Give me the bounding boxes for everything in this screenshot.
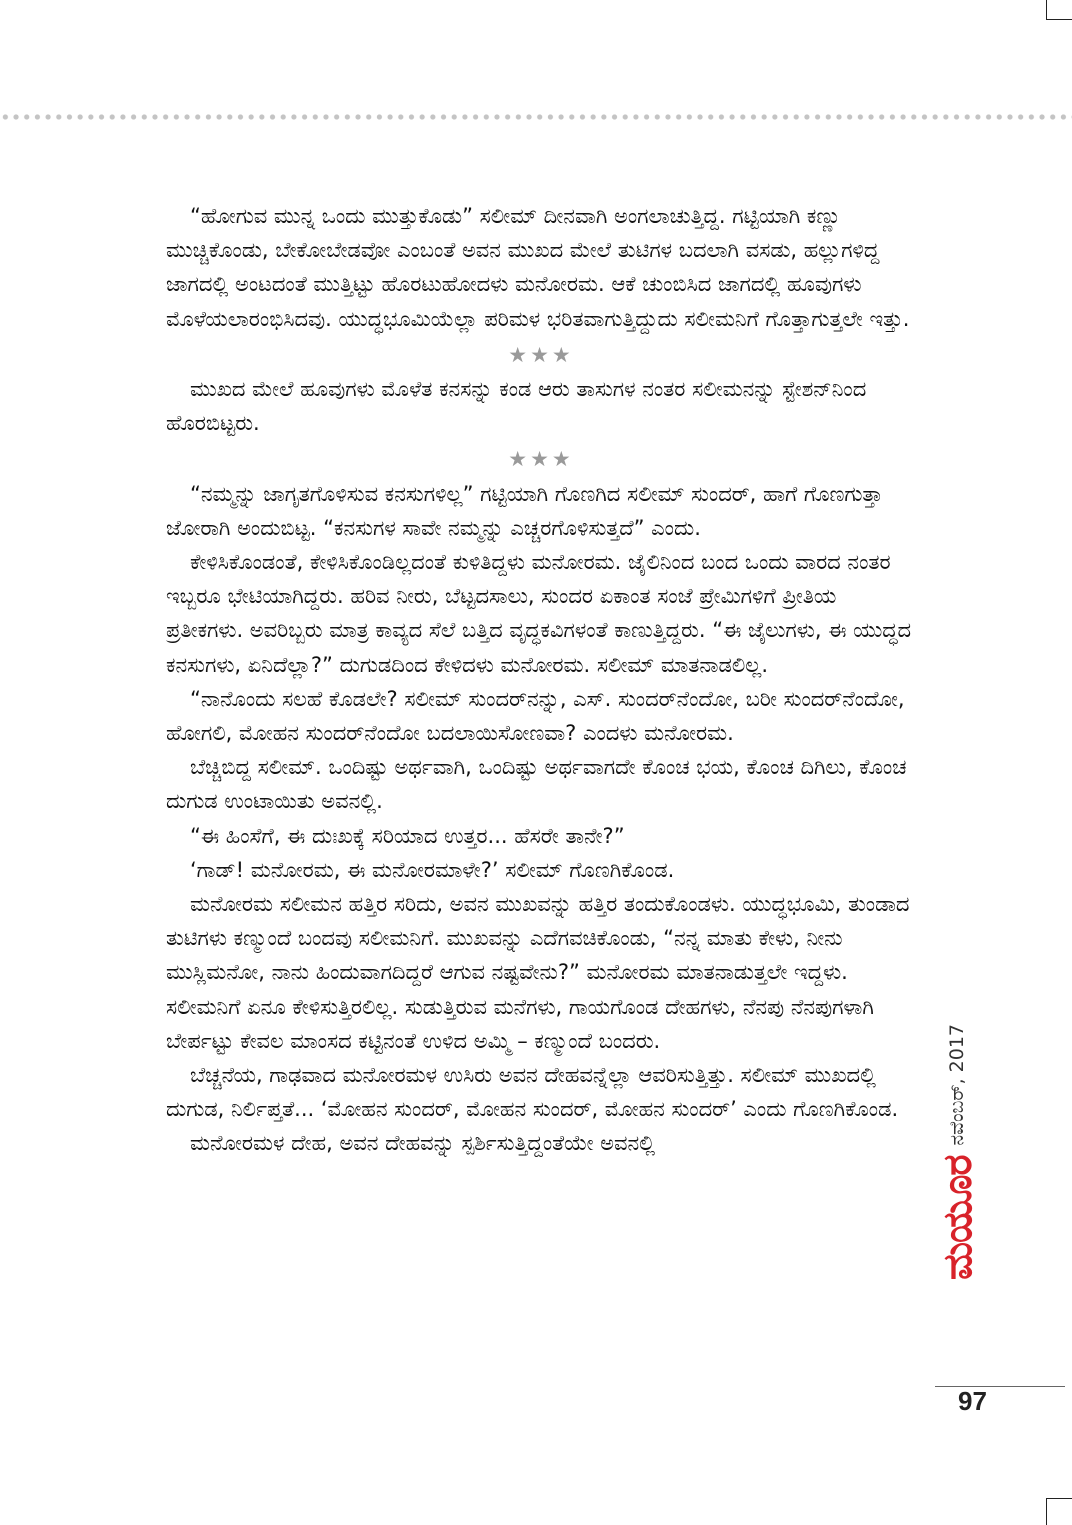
paragraph: ಮುಖದ ಮೇಲೆ ಹೂವುಗಳು ಮೊಳೆತ ಕನಸನ್ನು ಕಂಡ ಆರು ತಾಸುಗಳ ನಂತರ ಸಲೀಮನನ್ನು ಸ್ಟೇಶನ್‌ನಿಂದ ಹೊರಬಿಟ್ಟರು. [166, 377, 867, 436]
crop-mark-top [1046, 0, 1072, 20]
paragraph: “ಹೋಗುವ ಮುನ್ನ ಒಂದು ಮುತ್ತುಕೊಡು” ಸಲೀಮ್ ದೀನವಾಗಿ ಅಂಗಲಾಚುತ್ತಿದ್ದ. ಗಟ್ಟಿಯಾಗಿ ಕಣ್ಣು ಮುಚ್ಚಿಕೊಂಡು, ಬೇಕೋಬೇಡವೋ ಎಂಬಂತೆ ಅವನ ಮುಖದ ಮೇಲೆ ತುಟಿಗಳ ಬದಲಾಗಿ ವಸಡು, ಹಲ್ಲುಗಳಿದ್ದ ಜಾಗದಲ್ಲಿ ಅಂಟದಂತೆ ಮುತ್ತಿಟ್ಟು ಹೊರಟುಹೋದಳು ಮನೋರಮ. ಆಕೆ ಚುಂಬಿಸಿದ ಜಾಗದಲ್ಲಿ ಹೂವುಗಳು ಮೊಳೆಯಲಾರಂಭಿಸಿದವು. ಯುದ್ಧಭೂಮಿಯೆಲ್ಲಾ ಪರಿಮಳ ಭರಿತವಾಗುತ್ತಿದ್ದುದು ಸಲೀಮನಿಗೆ ಗೊತ್ತಾಗುತ್ತಲೇ ಇತ್ತು. [166, 204, 910, 331]
paragraph: ಮನೋರಮಳ ದೇಹ, ಅವನ ದೇಹವನ್ನು ಸ್ಪರ್ಶಿಸುತ್ತಿದ್ದಂತೆಯೇ ಅವನಲ್ಲಿ [190, 1131, 656, 1156]
paragraph: ಮನೋರಮ ಸಲೀಮನ ಹತ್ತಿರ ಸರಿದು, ಅವನ ಮುಖವನ್ನು ಹತ್ತಿರ ತಂದುಕೊಂಡಳು. ಯುದ್ಧಭೂಮಿ, ತುಂಡಾದ ತುಟಿಗಳು ಕಣ್ಮುಂದೆ ಬಂದವು ಸಲೀಮನಿಗೆ. ಮುಖವನ್ನು ಎದೆಗವಚಿಕೊಂಡು, “ನನ್ನ ಮಾತು ಕೇಳು, ನೀನು ಮುಸ್ಲಿಮನೋ, ನಾನು ಹಿಂದುವಾಗದಿದ್ದರೆ ಆಗುವ ನಷ್ಟವೇನು?” ಮನೋರಮ ಮಾತನಾಡುತ್ತಲೇ ಇದ್ದಳು. ಸಲೀಮನಿಗೆ ಏನೂ ಕೇಳಿಸುತ್ತಿರಲಿಲ್ಲ. ಸುಡುತ್ತಿರುವ ಮನೆಗಳು, ಗಾಯಗೊಂಡ ದೇಹಗಳು, ನೆನಪು ನೆನಪುಗಳಾಗಿ ಬೇರ್ಪಟ್ಟು ಕೇವಲ ಮಾಂಸದ ಕಟ್ಟಿನಂತೆ ಉಳಿದ ಅಮ್ಮಿ – ಕಣ್ಮುಂದೆ ಬಂದರು. [166, 892, 910, 1053]
crop-mark-bottom [1046, 1498, 1072, 1525]
section-break-stars: ★★★ [508, 342, 574, 367]
dotted-divider [0, 113, 1072, 121]
page-number-rule [935, 1386, 1065, 1387]
paragraph: ಬೆಚ್ಚನೆಯ, ಗಾಢವಾದ ಮನೋರಮಳ ಉಸಿರು ಅವನ ದೇಹವನ್ನೆಲ್ಲಾ ಆವರಿಸುತ್ತಿತ್ತು. ಸಲೀಮ್ ಮುಖದಲ್ಲಿ ದುಗುಡ, ನಿರ್ಲಿಪ್ತತೆ... ‘ಮೋಹನ ಸುಂದರ್, ಮೋಹನ ಸುಂದರ್, ಮೋಹನ ಸುಂದರ್’ ಎಂದು ಗೊಣಗಿಕೊಂಡ. [166, 1063, 899, 1122]
paragraph: “ನಾನೊಂದು ಸಲಹೆ ಕೊಡಲೇ? ಸಲೀಮ್ ಸುಂದರ್‌ನನ್ನು, ಎಸ್. ಸುಂದರ್‌ನೆಂದೋ, ಬರೀ ಸುಂದರ್‌ನೆಂದೋ, ಹೋಗಲಿ, ಮೋಹನ ಸುಂದರ್‌ನೆಂದೋ ಬದಲಾಯಿಸೋಣವಾ? ಎಂದಳು ಮನೋರಮ. [166, 686, 905, 746]
paragraph: ಬೆಚ್ಚಿಬಿದ್ದ ಸಲೀಮ್. ಒಂದಿಷ್ಟು ಅರ್ಥವಾಗಿ, ಒಂದಿಷ್ಟು ಅರ್ಥವಾಗದೇ ಕೊಂಚ ಭಯ, ಕೊಂಚ ದಿಗಿಲು, ಕೊಂಚ ದುಗುಡ ಉಂಟಾಯಿತು ಅವನಲ್ಲಿ. [166, 755, 907, 814]
magazine-logo: ಮಯೂರ [935, 1155, 981, 1280]
section-break-stars: ★★★ [508, 447, 574, 472]
paragraph: ಕೇಳಿಸಿಕೊಂಡಂತೆ, ಕೇಳಿಸಿಕೊಂಡಿಲ್ಲದಂತೆ ಕುಳಿತಿದ್ದಳು ಮನೋರಮ. ಜೈಲಿನಿಂದ ಬಂದ ಒಂದು ವಾರದ ನಂತರ ಇಬ್ಬರೂ ಭೇಟಿಯಾಗಿದ್ದರು. ಹರಿವ ನೀರು, ಬೆಟ್ಟದಸಾಲು, ಸುಂದರ ಏಕಾಂತ ಸಂಜೆ ಪ್ರೇಮಿಗಳಿಗೆ ಪ್ರೀತಿಯ ಪ್ರತೀಕಗಳು. ಅವರಿಬ್ಬರು ಮಾತ್ರ ಕಾವ್ಯದ ಸೆಲೆ ಬತ್ತಿದ ವೃದ್ಧಕವಿಗಳಂತೆ ಕಾಣುತ್ತಿದ್ದರು. “ಈ ಜೈಲುಗಳು, ಈ ಯುದ್ಧದ ಕನಸುಗಳು, ಏನಿದೆಲ್ಲಾ?” ದುಗುಡದಿಂದ ಕೇಳಿದಳು ಮನೋರಮ. ಸಲೀಮ್ ಮಾತನಾಡಲಿಲ್ಲ. [166, 550, 912, 677]
page-number: 97 [958, 1386, 987, 1416]
article-body [166, 199, 916, 1161]
paragraph: “ನಮ್ಮನ್ನು ಜಾಗೃತಗೊಳಿಸುವ ಕನಸುಗಳಿಲ್ಲ” ಗಟ್ಟಿಯಾಗಿ ಗೊಣಗಿದ ಸಲೀಮ್ ಸುಂದರ್, ಹಾಗೆ ಗೊಣಗುತ್ತಾ ಜೋರಾಗಿ ಅಂದುಬಿಟ್ಟ. “ಕನಸುಗಳ ಸಾವೇ ನಮ್ಮನ್ನು ಎಚ್ಚರಗೊಳಿಸುತ್ತದೆ” ಎಂದು. [166, 481, 883, 540]
paragraph: “ಈ ಹಿಂಸೆಗೆ, ಈ ದುಃಖಕ್ಕೆ ಸರಿಯಾದ ಉತ್ತರ... ಹೆಸರೇ ತಾನೇ?” [190, 823, 625, 848]
paragraph: ‘ಗಾಡ್! ಮನೋರಮ, ಈ ಮನೋರಮಾಳೇ?’ ಸಲೀಮ್ ಗೊಣಗಿಕೊಂಡ. [190, 857, 675, 882]
issue-date: ನವೆಂಬರ್, 2017 [946, 1023, 968, 1146]
magazine-masthead [935, 1024, 981, 1280]
